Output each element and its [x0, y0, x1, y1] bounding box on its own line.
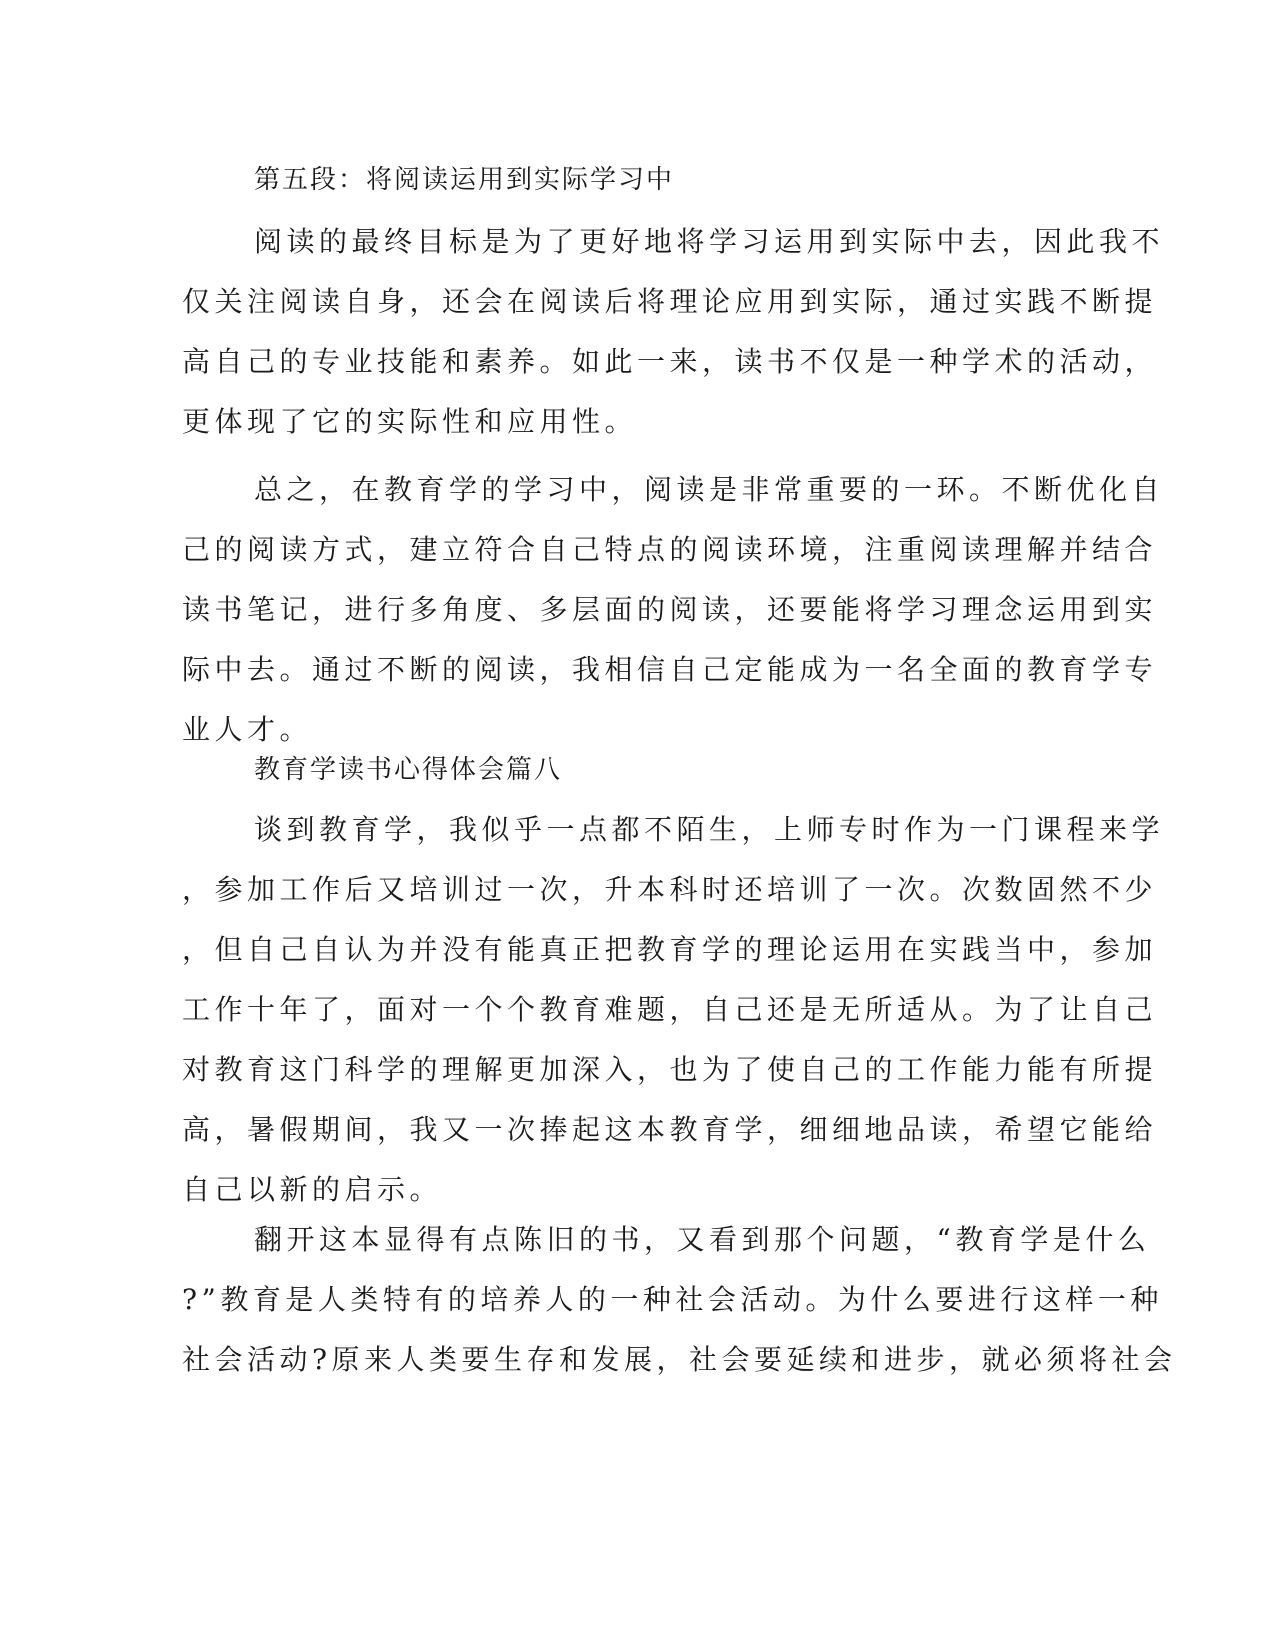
text-line: 翻开这本显得有点陈旧的书，又看到那个问题，“教育学是什么 [254, 1223, 1151, 1256]
paragraph [182, 1210, 1177, 1390]
text-line: ，参加工作后又培训过一次，升本科时还培训了一次。次数固然不少 [182, 873, 1158, 906]
text-line: 际中去。通过不断的阅读，我相信自己定能成为一名全面的教育学专 [182, 653, 1158, 686]
text-line: ?”教育是人类特有的培养人的一种社会活动。为什么要进行这样一种 [182, 1283, 1163, 1316]
text-line: 工作十年了，面对一个个教育难题，自己还是无所适从。为了让自己 [182, 993, 1158, 1026]
section-heading [182, 742, 1042, 798]
heading-line: 教育学读书心得体会篇八 [254, 755, 563, 785]
text-line: 业人才。 [182, 713, 313, 746]
heading-line: 第五段：将阅读运用到实际学习中 [254, 165, 675, 195]
text-line: 总之，在教育学的学习中，阅读是非常重要的一环。不断优化自 [254, 473, 1165, 506]
text-line: 读书笔记，进行多角度、多层面的阅读，还要能将学习理念运用到实 [182, 593, 1158, 626]
text-line: 高，暑假期间，我又一次捧起这本教育学，细细地品读，希望它能给 [182, 1113, 1158, 1146]
text-line: 更体现了它的实际性和应用性。 [182, 405, 638, 438]
text-line: 自己以新的启示。 [182, 1173, 443, 1206]
text-line: 仅关注阅读自身，还会在阅读后将理论应用到实际，通过实践不断提 [182, 285, 1158, 318]
paragraph [182, 800, 1165, 1220]
text-line: 社会活动?原来人类要生存和发展，社会要延续和进步，就必须将社会 [182, 1343, 1177, 1376]
text-line: ，但自己自认为并没有能真正把教育学的理论运用在实践当中，参加 [182, 933, 1158, 966]
text-line: 高自己的专业技能和素养。如此一来，读书不仅是一种学术的活动， [182, 345, 1158, 378]
paragraph [182, 460, 1165, 760]
section-heading [182, 152, 1042, 208]
text-line: 对教育这门科学的理解更加深入，也为了使自己的工作能力能有所提 [182, 1053, 1158, 1086]
text-line: 阅读的最终目标是为了更好地将学习运用到实际中去，因此我不 [254, 225, 1165, 258]
text-line: 己的阅读方式，建立符合自己特点的阅读环境，注重阅读理解并结合 [182, 533, 1158, 566]
paragraph [182, 212, 1165, 452]
text-line: 谈到教育学，我似乎一点都不陌生，上师专时作为一门课程来学 [254, 813, 1165, 846]
